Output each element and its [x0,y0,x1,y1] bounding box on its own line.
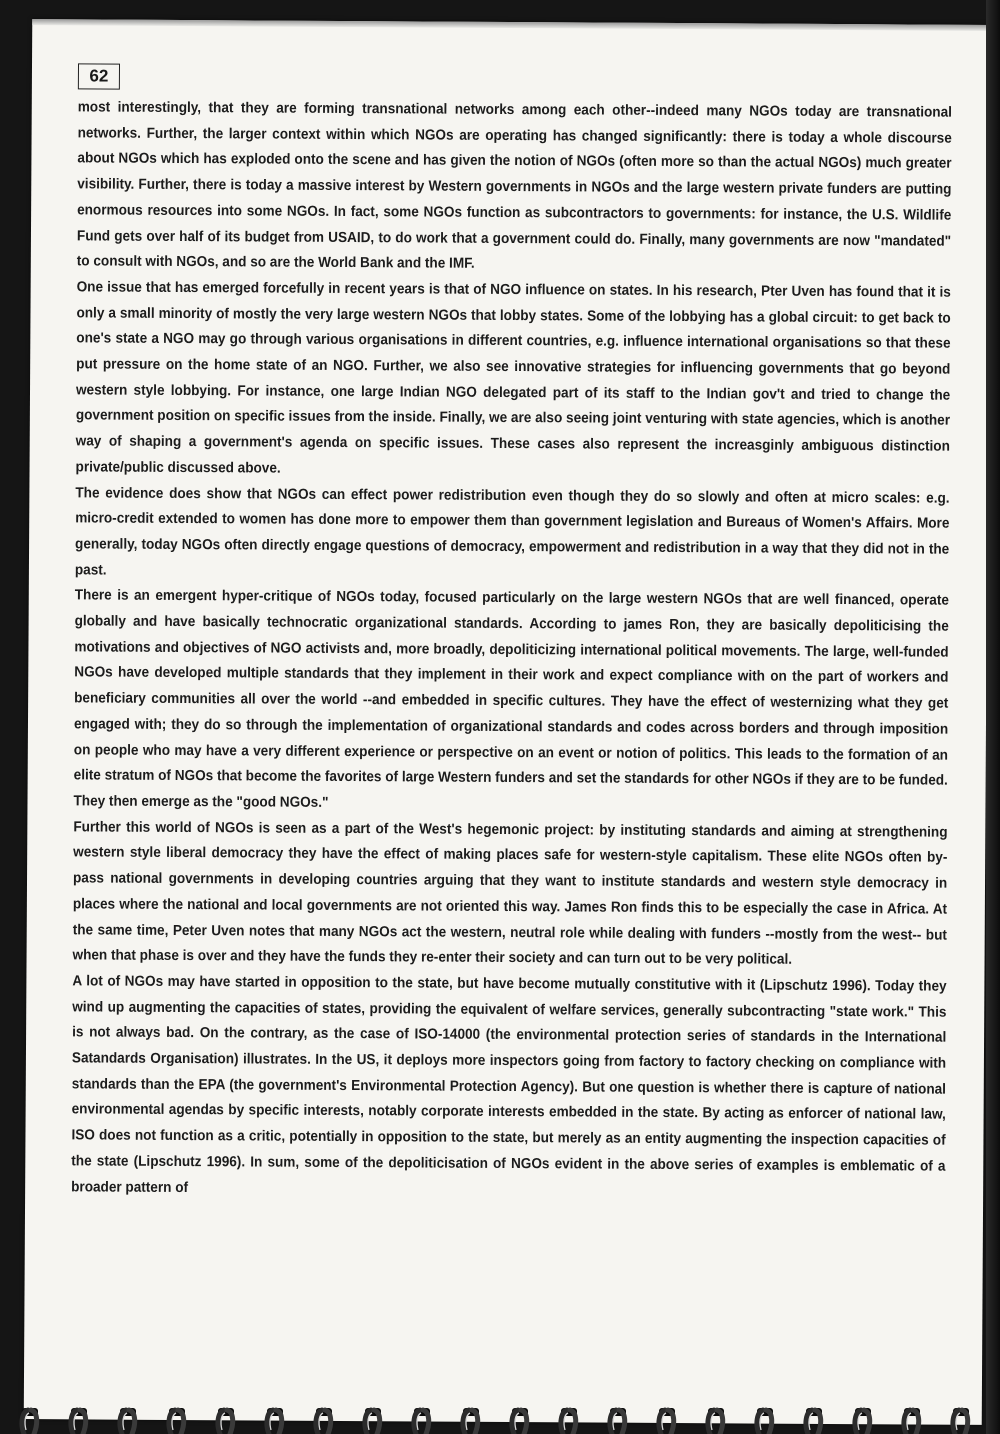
paragraph-3: The evidence does show that NGOs can effect power redistribution even though they do so slowly and often at micro scales: e.g. micro-credit extended to women has done more to empower them than government legislation and Bureaus of Women's Affairs. More generally, today NGOs often directly engage questions of democracy, empowerment and redistribution in a way that they did not in the past. [74,484,950,579]
paragraph-5: Further this world of NGOs is seen as a part of the West's hegemonic project: by instituting standards and aiming at strengthening western style liberal democracy they have the effect of making places safe for western-style capitalism. These elite NGOs often by-pass national governments in developing countries arguing that they want to institute standards and western style democracy in places where the national and local governments are not oriented this way. James Ron finds this to be especially the case in Africa. At the same time, Peter Uven notes that many NGOs act the western, neutral role while dealing with funders --mostly from the west-- but when that phase is over and they have the funds they re-enter their society and can turn out to be very political. [72,819,948,968]
body-text [71,95,952,1206]
paragraph-6: A lot of NGOs may have started in opposition to the state, but have become mutually constitutive with it (Lipschutz 1996). Today they wind up augmenting the capacities of states, providing the equivalent of welfare services, generally subcontracting "state work." This is not always bad. On the contrary, as the case of ISO-14000 (the environmental protection series of standards in the International Satandards Organisation) illustrates. In the US, it deploys more inspectors going from factory to factory checking on compliance with standards than the EPA (the government's Environmental Protection Agency). But one question is whether there is capture of national environmental agendas by specific interests, notably corporate interests embedded in the state. By acting as enforcer of national law, ISO does not function as a critic, potentially in opposition to the state, but merely as an entity augmenting the inspection capacities of the state (Lipschutz 1996). In sum, some of the depoliticisation of NGOs evident in the above series of examples is emblematic of a broader pattern of [71,973,947,1196]
paragraph-1: most interestingly, that they are forming transnational networks among each other--indeed many NGOs today are transnational networks. Further, the larger context within which NGOs are operating has changed significantly: there is today a whole discourse about NGOs which has exploded onto the scene and has given the notion of NGOs (often more so than the actual NGOs) much greater visibility. Further, there is today a massive interest by Western governments in NGOs and the large western private funders are putting enormous resources into some NGOs. In fact, some NGOs function as subcontractors to governments: for instance, the U.S. Wildlife Fund gets over half of its budget from USAID, to do work that a government could do. Finally, many governments are now "mandated" to consult with NGOs, and so are the World Bank and the IMF. [76,99,952,273]
page-top-edge [32,19,990,31]
page-number: 62 [78,63,120,89]
paragraph-4: There is an emergent hyper-critique of NGOs today, focused particularly on the large western NGOs that are well financed, operate globally and have basically technocratic organizational standards. According to james Ron, they are basically depoliticising the motivations and objectives of NGO activists and, more broadly, depoliticizing international political movements. The large, well-funded NGOs have developed multiple standards that they implement in their work and expect compliance with on the part of workers and beneficiary communities all over the world --and embedded in specific cultures. They have the effect of westernizing what they get engaged with; they do so through the implementation of organizational standards and codes across borders and through imposition on people who may have a very different experience or perspective on an event or notion of politics. This leads to the formation of an elite stratum of NGOs that become the favorites of large Western funders and set the standards for other NGOs if they are to be funded. They then emerge as the "good NGOs." [73,587,949,811]
paragraph-2: One issue that has emerged forcefully in recent years is that of NGO influence on states. In his research, Pter Uven has found that it is only a small minority of mostly the very large western NGOs that lobby states. Some of the lobbying has a global circuit: to get back to one's state a NGO may go through various organisations in different countries, e.g. influence international organisations so that these put pressure on the home state of an NGO. Further, we also see innovative strategies for influencing governments that go beyond western style lobbying. For instance, one large Indian NGO delegated part of its staff to the Indian gov't and tried to change the government position on specific issues from the inside. Finally, we are also seeing joint venturing with state agencies, which is another way of shaping a government's agenda on specific issues. These cases also represent the increasginly ambiguous distinction private/public discussed above. [75,279,951,477]
book-edge-shadow [986,0,1000,1434]
book-page [24,19,991,1425]
